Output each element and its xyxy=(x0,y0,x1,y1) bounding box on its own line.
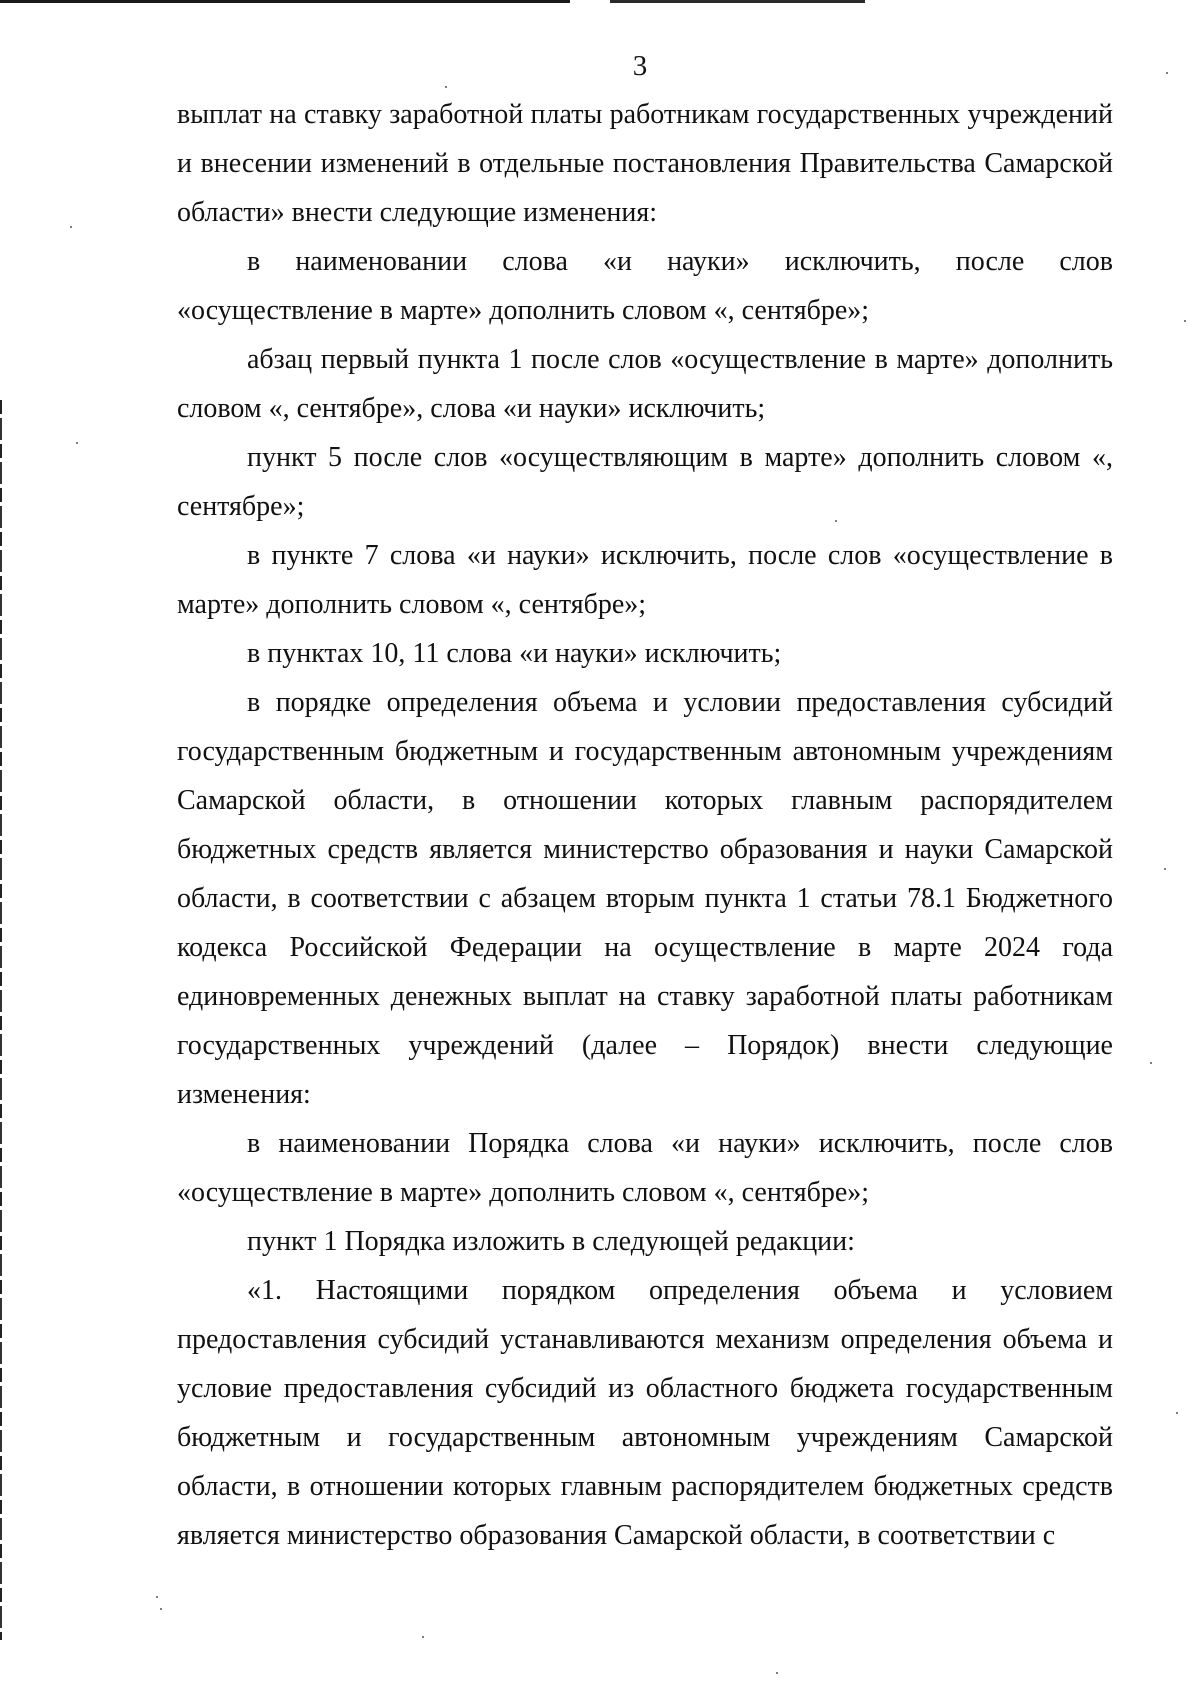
scan-speck xyxy=(76,442,78,444)
paragraph: в наименовании слова «и науки» исключить, после слов «осуществление в марте» дополнить словом «, сентябре»; xyxy=(177,246,1113,326)
scan-speck xyxy=(1150,1062,1152,1064)
scan-speck xyxy=(445,86,447,88)
paragraph: в пункте 7 слова «и науки» исключить, после слов «осуществление в марте» дополнить словом «, сентябре»; xyxy=(177,540,1113,620)
scan-edge-top-right xyxy=(610,0,865,3)
scan-speck xyxy=(1176,1412,1178,1414)
scan-speck xyxy=(1164,868,1166,870)
paragraph: в наименовании Порядка слова «и науки» исключить, после слов «осуществление в марте» дополнить словом «, сентябре»; xyxy=(177,1128,1113,1208)
paragraph: в пунктах 10, 11 слова «и науки» исключить; xyxy=(247,638,782,669)
scan-speck xyxy=(835,520,837,522)
scan-speck xyxy=(156,1596,158,1598)
scan-speck xyxy=(1184,320,1186,322)
scan-speck xyxy=(160,1608,162,1610)
paragraph: пункт 1 Порядка изложить в следующей редакции: xyxy=(247,1226,855,1257)
scan-speck xyxy=(422,1636,424,1638)
scan-speck xyxy=(70,226,72,228)
document-body xyxy=(177,90,1113,1560)
paragraph: в порядке определения объема и условии предоставления субсидий государственным бюджетным и государственным автономным учреждениям Самарской области, в отношении которых главным распорядителем бюджетных средств является министерство образования и науки Самарской области, в соответствии с абзацем вторым пункта 1 статьи 78.1 Бюджетного кодекса Российской Федерации на осуществление в марте 2024 года единовременных денежных выплат на ставку заработной платы работникам государственных учреждений (далее – Порядок) внести следующие изменения: xyxy=(177,687,1113,1110)
paragraph: пункт 5 после слов «осуществляющим в марте» дополнить словом «, сентябре»; xyxy=(177,442,1113,522)
paragraph: абзац первый пункта 1 после слов «осуществление в марте» дополнить словом «, сентябре», слова «и науки» исключить; xyxy=(177,344,1113,424)
paragraph-continuation: выплат на ставку заработной платы работникам государственных учреждений и внесении изменений в отдельные постановления Правительства Самарской области» внести следующие изменения: xyxy=(177,99,1113,228)
paragraph: «1. Настоящими порядком определения объема и условием предоставления субсидий устанавливаются механизм определения объема и условие предоставления субсидий из областного бюджета государственным бюджетным и государственным автономным учреждениям Самарской области, в отношении которых главным распорядителем бюджетных средств является министерство образования Самарской области, в соответствии с xyxy=(177,1275,1113,1551)
scan-speck xyxy=(1166,72,1168,74)
page-number: 3 xyxy=(632,50,648,82)
scan-edge-top xyxy=(0,0,570,3)
scan-edge-left xyxy=(0,400,2,1640)
scan-speck xyxy=(776,1672,778,1674)
